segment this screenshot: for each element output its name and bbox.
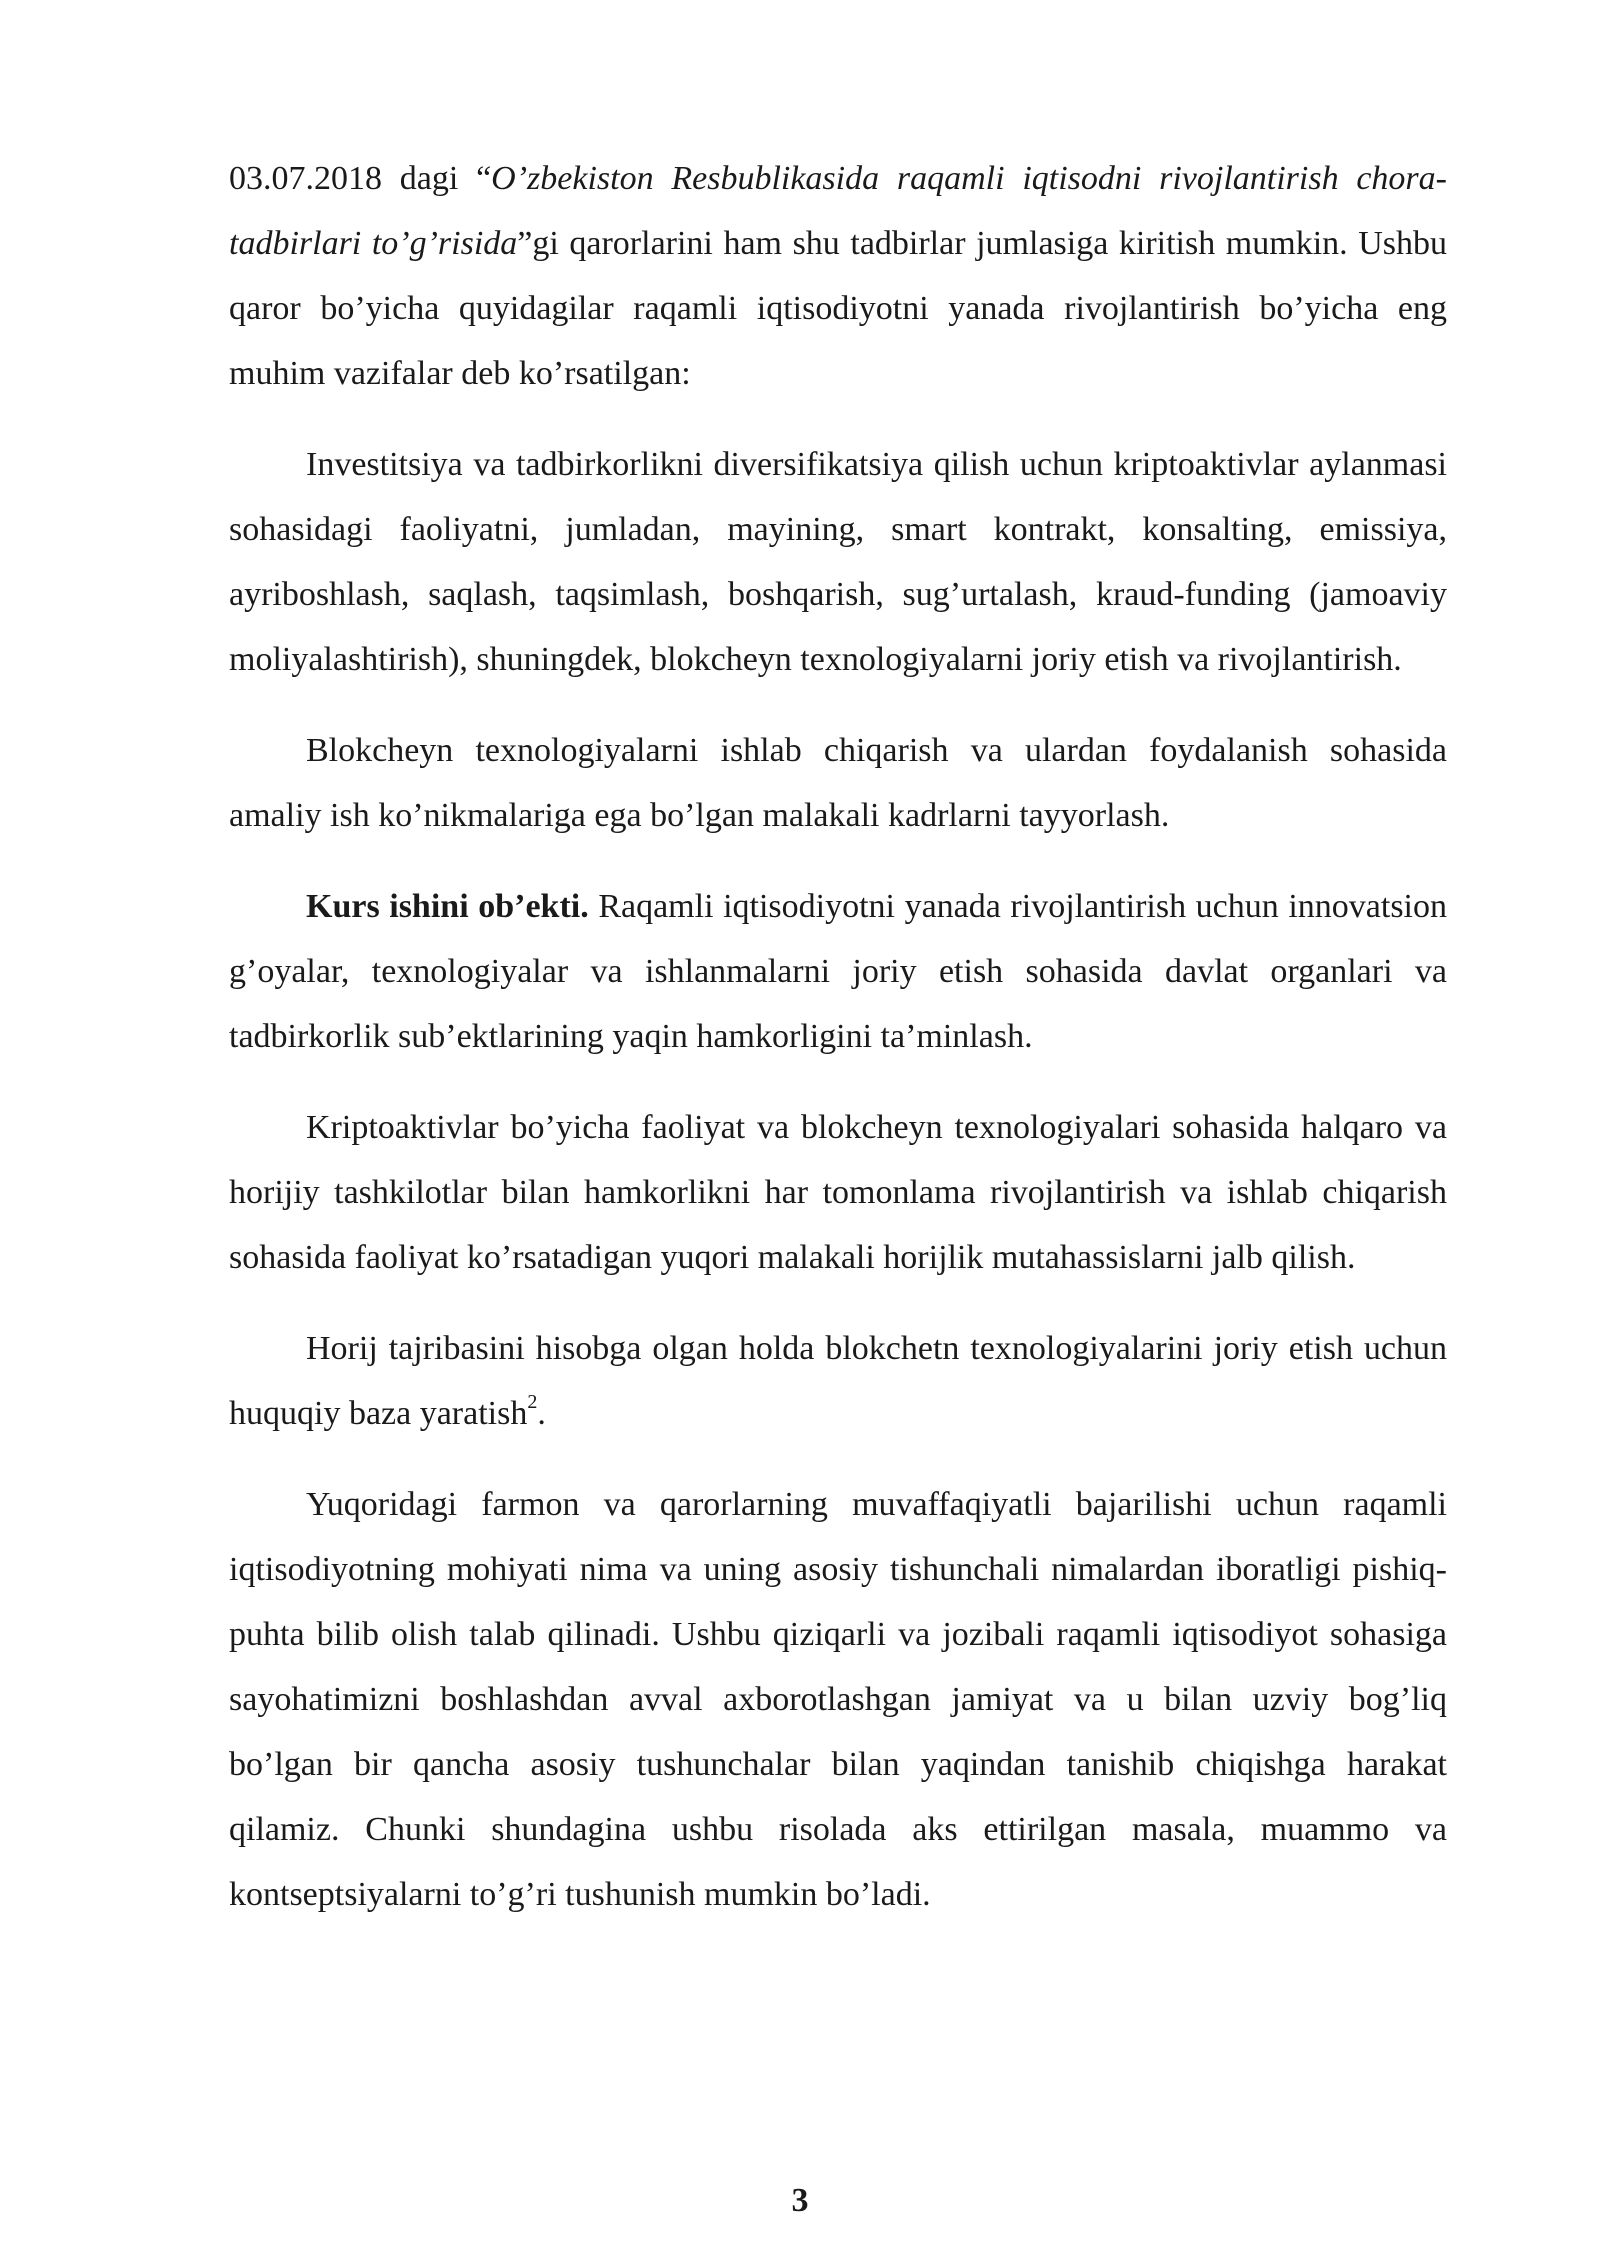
paragraph-international-cooperation: Kriptoaktivlar bo’yicha faoliyat va blokcheyn texnologiyalari sohasida halqaro va horijiy tashkilotlar bilan hamkorlikni har tomonlama rivojlantirish va ishlab chiqarish sohasida faoliyat ko’rsatadigan yuqori malakali horijlik mutahassislarni jalb qilish. <box>229 1109 1447 1276</box>
paragraph-digital-economy-essence: Yuqoridagi farmon va qarorlarning muvaffaqiyatli bajarilishi uchun raqamli iqtisodiyotning mohiyati nima va uning asosiy tishunchali nimalardan iboratligi pishiq-puhta bilib olish talab qilinadi. Ushbu qiziqarli va jozibali raqamli iqtisodiyot sohasiga sayohatimizni boshlashdan avval axborotlashgan jamiyat va u bilan uzviy bog’liq bo’lgan bir qancha asosiy tushunchalar bilan yaqindan tanishib chiqishga harakat qilamiz. Chunki shundagina ushbu risolada aks ettirilgan masala, muammo va kontseptsiyalarni to’g’ri tushunish mumkin bo’ladi. <box>229 1486 1447 1913</box>
footnote-reference[interactable]: 2 <box>527 1390 538 1413</box>
paragraph-decree-intro <box>229 146 1447 406</box>
paragraph-blockchain-training: Blokcheyn texnologiyalarni ishlab chiqarish va ulardan foydalanish sohasida amaliy ish ko’nikmalariga ega bo’lgan malakali kadrlarni tayyorlash. <box>229 732 1447 834</box>
decree-title: O’zbekiston Resbublikasida raqamli iqtisodni rivojlantirish chora-tadbirlari to’g’risida <box>229 160 1447 262</box>
legal-base-text: Horij tajribasini hisobga olgan holda blokchetn texnologiyalarini joriy etish uchun huquqiy baza yaratish <box>229 1330 1447 1432</box>
course-object-heading: Kurs ishini ob’ekti. <box>306 888 589 925</box>
paragraph-prefix: 03.07.2018 dagi “ <box>229 160 492 197</box>
paragraph-legal-base <box>229 1316 1447 1446</box>
paragraph-investment: Investitsiya va tadbirkorlikni diversifikatsiya qilish uchun kriptoaktivlar aylanmasi sohasidagi faoliyatni, jumladan, mayining, smart kontrakt, konsalting, emissiya, ayriboshlash, saqlash, taqsimlash, boshqarish, sug’urtalash, kraud-funding (jamoaviy moliyalashtirish), shuningdek, blokcheyn texnologiyalarni joriy etish va rivojlantirish. <box>229 446 1447 678</box>
page-number: 3 <box>791 2182 809 2219</box>
course-object-text: Raqamli iqtisodiyotni yanada rivojlantirish uchun innovatsion g’oyalar, texnologiyalar va ishlanmalarni joriy etish sohasida davlat organlari va tadbirkorlik sub’ektlarining yaqin hamkorligini ta’minlash. <box>229 888 1447 1055</box>
body-text <box>229 146 1447 1927</box>
paragraph-suffix: ”gi qarorlarini ham shu tadbirlar jumlasiga kiritish mumkin. Ushbu qaror bo’yicha quyidagilar raqamli iqtisodiyotni yanada rivojlantirish bo’yicha eng muhim vazifalar deb ko’rsatilgan: <box>229 225 1447 392</box>
paragraph-course-object <box>229 874 1447 1069</box>
legal-base-end: . <box>537 1395 546 1432</box>
